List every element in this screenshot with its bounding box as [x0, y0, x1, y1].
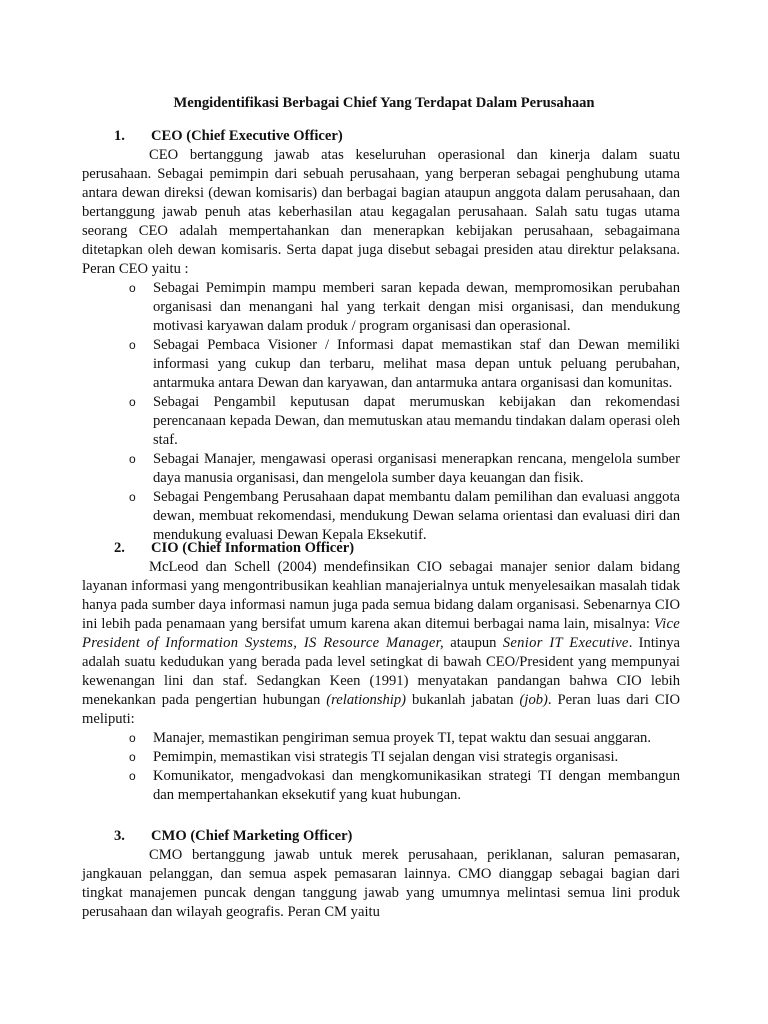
section-heading-cio — [114, 539, 354, 558]
list-item — [82, 748, 680, 767]
section-paragraph — [82, 558, 680, 729]
section-paragraph: CEO bertanggung jawab atas keseluruhan operasional dan kinerja dalam suatu perusahaan. Sebagai pemimpin dari sebuah perusahaan, yang berperan sebagai penghubung utama antara dewan direksi (dewan komisaris) dan berbagai bagian ataupun anggota dalam perusahaan, dan bertanggung jawab penuh atas keberhasilan atau kegagalan perusahaan. Salah satu tugas utama seorang CEO adalah mempertahankan dan menerapkan kebijakan perusahaan, sebagaimana ditetapkan oleh dewan komisaris. Serta dapat juga disebut sebagai presiden atau direktur pelaksana. Peran CEO yaitu : — [82, 147, 680, 277]
section-number: 2. — [114, 540, 125, 556]
document-title: Mengidentifikasi Berbagai Chief Yang Terdapat Dalam Perusahaan — [173, 95, 595, 111]
bullet-list — [82, 279, 680, 545]
section-ceo — [82, 146, 680, 545]
list-item — [82, 450, 680, 488]
list-item — [82, 279, 680, 336]
senior-title: Senior IT Executive — [502, 635, 629, 651]
alt-names: Vice President of Information Systems, IS Resource Manager, — [82, 616, 680, 651]
list-item-text: Sebagai Manajer, mengawasi operasi organisasi menerapkan rencana, mengelola sumber daya manusia organisasi, dan mengelola sumber daya keuangan dan fisik. — [153, 451, 680, 486]
list-item — [82, 393, 680, 450]
section-cmo — [82, 846, 680, 922]
bullet-list — [82, 729, 680, 805]
section-title: CMO (Chief Marketing Officer) — [151, 828, 353, 844]
relationship-term: (relationship) — [326, 692, 407, 708]
bullet-marker: o — [129, 750, 136, 764]
paragraph-text: . Peran luas dari CIO meliputi: — [82, 692, 680, 727]
bullet-marker: o — [129, 731, 136, 745]
list-item-text: Komunikator, mengadvokasi dan mengkomunikasikan strategi TI dengan membangun dan mempertahankan eksekutif yang kuat hubungan. — [153, 768, 680, 803]
bullet-marker: o — [129, 281, 136, 295]
paragraph-text: . Intinya adalah suatu kedudukan yang berada pada level setingkat di bawah CEO/President yang mempunyai kewenangan lini dan staf. Sedangkan Keen (1991) menyatakan pandangan bahwa CIO lebih menekankan pada pengertian hubungan — [82, 635, 681, 708]
section-cio — [82, 558, 680, 805]
section-title: CIO (Chief Information Officer) — [151, 540, 355, 556]
list-item — [82, 488, 680, 545]
list-item — [82, 336, 680, 393]
paragraph-text: ataupun — [443, 635, 503, 651]
section-number: 1. — [114, 128, 125, 144]
paragraph-text: bukanlah jabatan — [406, 692, 520, 708]
bullet-marker: o — [129, 452, 136, 466]
bullet-marker: o — [129, 338, 136, 352]
paragraph-text: McLeod dan Schell (2004) mendefinsikan CIO sebagai manajer senior dalam bidang layanan informasi yang mengontribusikan keahlian manajerialnya untuk menyelesaikan masalah tidak hanya pada sumber daya informasi namun juga pada semua bidang dalam organisasi. Sebenarnya CIO ini lebih pada penamaan yang bersifat umum karena akan ditemui berbagai nama lain, misalnya: — [82, 559, 680, 632]
list-item — [82, 767, 680, 805]
section-number: 3. — [114, 828, 125, 844]
list-item-text: Manajer, memastikan pengiriman semua proyek TI, tepat waktu dan sesuai anggaran. — [153, 730, 652, 746]
list-item — [82, 729, 680, 748]
bullet-marker: o — [129, 490, 136, 504]
list-item-text: Sebagai Pemimpin mampu memberi saran kepada dewan, mempromosikan perubahan organisasi dan menangani hal yang terkait dengan misi organisasi, dan mendukung motivasi karyawan dalam produk / program organisasi dan operasional. — [153, 280, 680, 334]
bullet-marker: o — [129, 395, 136, 409]
bullet-marker: o — [129, 769, 136, 783]
section-title: CEO (Chief Executive Officer) — [151, 128, 343, 144]
list-item-text: Pemimpin, memastikan visi strategis TI sejalan dengan visi strategis organisasi. — [153, 749, 619, 765]
list-item-text: Sebagai Pembaca Visioner / Informasi dapat memastikan staf dan Dewan memiliki informasi yang cukup dan terbaru, melihat masa depan untuk peluang perubahan, antarmuka antara Dewan dan karyawan, dan antarmuka antara organisasi dan komunitas. — [153, 337, 680, 391]
section-heading-cmo — [114, 827, 352, 846]
section-heading-ceo — [114, 127, 343, 146]
list-item-text: Sebagai Pengembang Perusahaan dapat membantu dalam pemilihan dan evaluasi anggota dewan, membuat rekomendasi, mendukung Dewan selama orientasi dan evaluasi diri dan mendukung evaluasi Dewan Kepala Eksekutif. — [153, 489, 680, 543]
list-item-text: Sebagai Pengambil keputusan dapat merumuskan kebijakan dan rekomendasi perencanaan kepada Dewan, dan memutuskan atau memandu tindakan dalam operasi oleh staf. — [153, 394, 680, 448]
job-term: (job) — [519, 692, 548, 708]
section-paragraph: CMO bertanggung jawab untuk merek perusahaan, periklanan, saluran pemasaran, jangkauan pelanggan, dan semua aspek pemasaran lainnya. CMO dianggap sebagai bagian dari tingkat manajemen puncak dengan tanggung jawab yang umumnya melintasi semua lini produk perusahaan dan wilayah geografis. Peran CM yaitu — [82, 847, 680, 920]
